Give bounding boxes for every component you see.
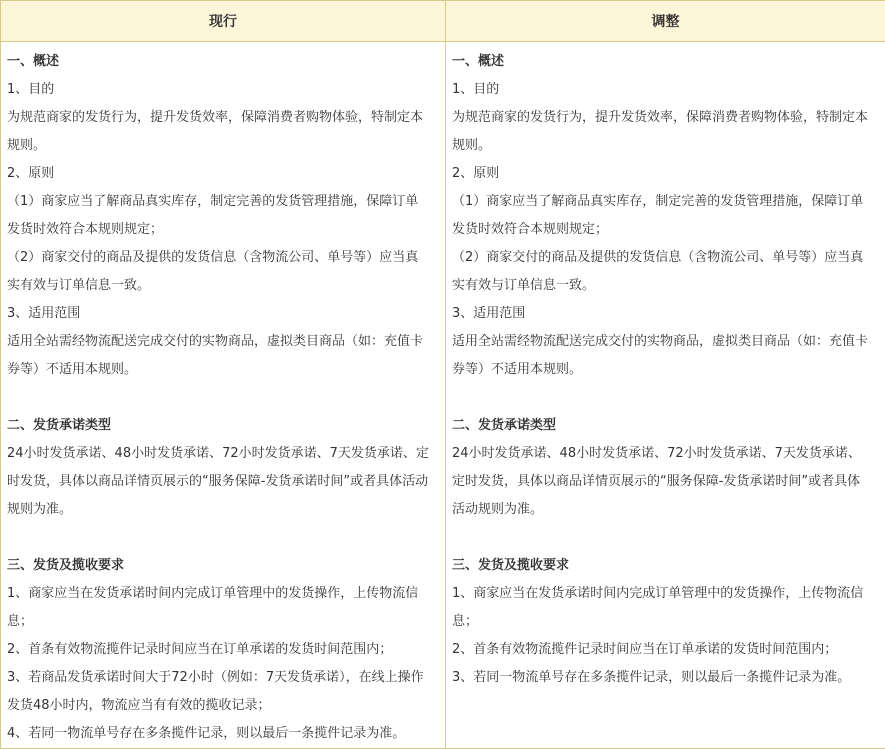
current-section-1-heading: 一、概述 xyxy=(7,48,431,76)
current-section-3-item: 4、若同一物流单号存在多条揽件记录，则以最后一条揽件记录为准。 xyxy=(7,720,431,748)
header-current: 现行 xyxy=(1,1,446,42)
adjusted-section-1-heading: 一、概述 xyxy=(452,48,871,76)
current-section-1-item: 适用全站需经物流配送完成交付的实物商品，虚拟类目商品（如：充值卡券等）不适用本规则。 xyxy=(7,328,431,384)
adjusted-section-1-item: 适用全站需经物流配送完成交付的实物商品，虚拟类目商品（如：充值卡券等）不适用本规则。 xyxy=(452,328,871,384)
adjusted-section-3-item: 3、若同一物流单号存在多条揽件记录，则以最后一条揽件记录为准。 xyxy=(452,664,871,692)
content-row xyxy=(1,42,885,749)
current-section-1-item: 为规范商家的发货行为，提升发货效率，保障消费者购物体验，特制定本规则。 xyxy=(7,104,431,160)
current-column xyxy=(1,42,446,749)
adjusted-section-3-item: 2、首条有效物流揽件记录时间应当在订单承诺的发货时间范围内； xyxy=(452,636,871,664)
current-section-2-item: 24小时发货承诺、48小时发货承诺、72小时发货承诺、7天发货承诺、定时发货，具体以商品详情页展示的“服务保障-发货承诺时间”或者具体活动规则为准。 xyxy=(7,440,431,524)
current-section-2-heading: 二、发货承诺类型 xyxy=(7,412,431,440)
spacer xyxy=(452,524,871,552)
current-section-1-item: 1、目的 xyxy=(7,76,431,104)
adjusted-column xyxy=(446,42,885,749)
current-section-1-item: 3、适用范围 xyxy=(7,300,431,328)
current-section-1-item: （2）商家交付的商品及提供的发货信息（含物流公司、单号等）应当真实有效与订单信息一致。 xyxy=(7,244,431,300)
adjusted-section-1-item: 1、目的 xyxy=(452,76,871,104)
header-row xyxy=(1,1,885,42)
adjusted-section-1-item: （1）商家应当了解商品真实库存，制定完善的发货管理措施，保障订单发货时效符合本规则规定； xyxy=(452,188,871,244)
adjusted-section-1-item: 为规范商家的发货行为，提升发货效率，保障消费者购物体验，特制定本规则。 xyxy=(452,104,871,160)
current-section-3-item: 3、若商品发货承诺时间大于72小时（例如：7天发货承诺），在线上操作发货48小时内，物流应当有有效的揽收记录； xyxy=(7,664,431,720)
adjusted-section-3-item: 1、商家应当在发货承诺时间内完成订单管理中的发货操作，上传物流信息； xyxy=(452,580,871,636)
adjusted-section-1-item: 3、适用范围 xyxy=(452,300,871,328)
current-section-1-item: 2、原则 xyxy=(7,160,431,188)
adjusted-section-2-item: 24小时发货承诺、48小时发货承诺、72小时发货承诺、7天发货承诺、定时发货，具体以商品详情页展示的“服务保障-发货承诺时间”或者具体活动规则为准。 xyxy=(452,440,871,524)
current-section-3-item: 1、商家应当在发货承诺时间内完成订单管理中的发货操作，上传物流信息； xyxy=(7,580,431,636)
adjusted-section-1-item: （2）商家交付的商品及提供的发货信息（含物流公司、单号等）应当真实有效与订单信息一致。 xyxy=(452,244,871,300)
adjusted-section-3-heading: 三、发货及揽收要求 xyxy=(452,552,871,580)
current-section-3-item: 2、首条有效物流揽件记录时间应当在订单承诺的发货时间范围内； xyxy=(7,636,431,664)
spacer xyxy=(7,384,431,412)
spacer xyxy=(7,524,431,552)
current-section-3-heading: 三、发货及揽收要求 xyxy=(7,552,431,580)
spacer xyxy=(452,384,871,412)
current-section-1-item: （1）商家应当了解商品真实库存，制定完善的发货管理措施，保障订单发货时效符合本规则规定； xyxy=(7,188,431,244)
adjusted-section-1-item: 2、原则 xyxy=(452,160,871,188)
adjusted-section-2-heading: 二、发货承诺类型 xyxy=(452,412,871,440)
header-adjusted: 调整 xyxy=(446,1,885,42)
